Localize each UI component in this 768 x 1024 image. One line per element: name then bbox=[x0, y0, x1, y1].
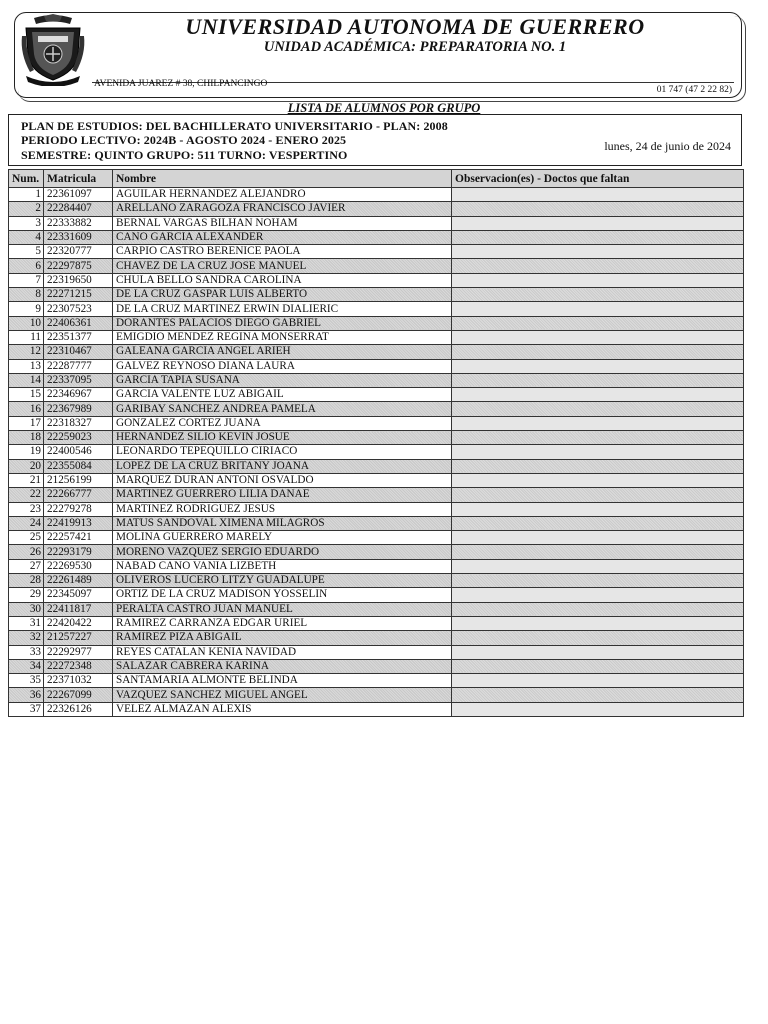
row-nombre: MOLINA GUERRERO MARELY bbox=[113, 531, 452, 545]
row-matricula: 22420422 bbox=[44, 616, 113, 630]
row-observaciones bbox=[452, 674, 744, 688]
row-observaciones bbox=[452, 588, 744, 602]
row-nombre: GALVEZ REYNOSO DIANA LAURA bbox=[113, 359, 452, 373]
table-row bbox=[9, 288, 744, 302]
table-row bbox=[9, 502, 744, 516]
table-row bbox=[9, 459, 744, 473]
academic-unit: UNIDAD ACADÉMICA: PREPARATORIA NO. 1 bbox=[263, 39, 567, 55]
row-matricula: 22355084 bbox=[44, 459, 113, 473]
university-name: UNIVERSIDAD AUTONOMA DE GUERRERO bbox=[185, 14, 645, 39]
row-nombre: GARCIA TAPIA SUSANA bbox=[113, 373, 452, 387]
row-number: 33 bbox=[9, 645, 44, 659]
row-nombre: EMIGDIO MENDEZ REGINA MONSERRAT bbox=[113, 330, 452, 344]
table-row bbox=[9, 488, 744, 502]
column-header-matricula: Matricula bbox=[44, 170, 113, 188]
row-nombre: MARQUEZ DURAN ANTONI OSVALDO bbox=[113, 473, 452, 487]
row-matricula: 22333882 bbox=[44, 216, 113, 230]
table-row bbox=[9, 645, 744, 659]
row-nombre: MARTINEZ GUERRERO LILIA DANAE bbox=[113, 488, 452, 502]
row-nombre: ARELLANO ZARAGOZA FRANCISCO JAVIER bbox=[113, 202, 452, 216]
table-row bbox=[9, 202, 744, 216]
table-row bbox=[9, 445, 744, 459]
row-number: 14 bbox=[9, 373, 44, 387]
row-observaciones bbox=[452, 302, 744, 316]
row-nombre: CANO GARCIA ALEXANDER bbox=[113, 230, 452, 244]
row-number: 1 bbox=[9, 188, 44, 202]
row-nombre: OLIVEROS LUCERO LITZY GUADALUPE bbox=[113, 574, 452, 588]
row-observaciones bbox=[452, 202, 744, 216]
table-row bbox=[9, 273, 744, 287]
column-header-observaciones: Observacion(es) - Doctos que faltan bbox=[452, 170, 744, 188]
page-title: LISTA DE ALUMNOS POR GRUPO bbox=[287, 101, 481, 115]
row-matricula: 22351377 bbox=[44, 330, 113, 344]
row-observaciones bbox=[452, 645, 744, 659]
row-observaciones bbox=[452, 188, 744, 202]
address: AVENIDA JUAREZ # 38, CHILPANCINGO bbox=[94, 79, 268, 89]
row-nombre: MORENO VAZQUEZ SERGIO EDUARDO bbox=[113, 545, 452, 559]
row-nombre: GARCIA VALENTE LUZ ABIGAIL bbox=[113, 388, 452, 402]
row-number: 31 bbox=[9, 616, 44, 630]
row-number: 35 bbox=[9, 674, 44, 688]
row-matricula: 22318327 bbox=[44, 416, 113, 430]
table-body bbox=[9, 188, 744, 717]
row-nombre: BERNAL VARGAS BILHAN NOHAM bbox=[113, 216, 452, 230]
row-matricula: 22269530 bbox=[44, 559, 113, 573]
row-matricula: 22345097 bbox=[44, 588, 113, 602]
row-nombre: SALAZAR CABRERA KARINA bbox=[113, 659, 452, 673]
row-number: 8 bbox=[9, 288, 44, 302]
row-matricula: 22287777 bbox=[44, 359, 113, 373]
row-number: 24 bbox=[9, 516, 44, 530]
row-nombre: VELEZ ALMAZAN ALEXIS bbox=[113, 702, 452, 716]
row-observaciones bbox=[452, 273, 744, 287]
table-row bbox=[9, 631, 744, 645]
row-nombre: AGUILAR HERNANDEZ ALEJANDRO bbox=[113, 188, 452, 202]
row-observaciones bbox=[452, 330, 744, 344]
row-matricula: 22346967 bbox=[44, 388, 113, 402]
row-observaciones bbox=[452, 288, 744, 302]
row-number: 29 bbox=[9, 588, 44, 602]
table-row bbox=[9, 545, 744, 559]
row-nombre: GALEANA GARCIA ANGEL ARIEH bbox=[113, 345, 452, 359]
row-number: 20 bbox=[9, 459, 44, 473]
row-number: 16 bbox=[9, 402, 44, 416]
row-number: 7 bbox=[9, 273, 44, 287]
row-matricula: 22284407 bbox=[44, 202, 113, 216]
row-number: 30 bbox=[9, 602, 44, 616]
row-matricula: 22266777 bbox=[44, 488, 113, 502]
row-matricula: 22307523 bbox=[44, 302, 113, 316]
row-observaciones bbox=[452, 531, 744, 545]
row-observaciones bbox=[452, 431, 744, 445]
row-observaciones bbox=[452, 631, 744, 645]
row-matricula: 22257421 bbox=[44, 531, 113, 545]
row-number: 6 bbox=[9, 259, 44, 273]
row-matricula: 22411817 bbox=[44, 602, 113, 616]
row-nombre: HERNANDEZ SILIO KEVIN JOSUE bbox=[113, 431, 452, 445]
row-number: 11 bbox=[9, 330, 44, 344]
row-matricula: 22293179 bbox=[44, 545, 113, 559]
row-observaciones bbox=[452, 545, 744, 559]
row-nombre: ORTIZ DE LA CRUZ MADISON YOSSELIN bbox=[113, 588, 452, 602]
table-row bbox=[9, 230, 744, 244]
row-number: 37 bbox=[9, 702, 44, 716]
row-number: 3 bbox=[9, 216, 44, 230]
table-row bbox=[9, 602, 744, 616]
row-matricula: 21257227 bbox=[44, 631, 113, 645]
row-number: 26 bbox=[9, 545, 44, 559]
university-seal-icon bbox=[20, 14, 86, 86]
row-number: 32 bbox=[9, 631, 44, 645]
row-matricula: 22367989 bbox=[44, 402, 113, 416]
row-observaciones bbox=[452, 245, 744, 259]
row-nombre: CHULA BELLO SANDRA CAROLINA bbox=[113, 273, 452, 287]
row-matricula: 22320777 bbox=[44, 245, 113, 259]
row-observaciones bbox=[452, 473, 744, 487]
table-row bbox=[9, 531, 744, 545]
row-observaciones bbox=[452, 316, 744, 330]
table-row bbox=[9, 431, 744, 445]
row-nombre: SANTAMARIA ALMONTE BELINDA bbox=[113, 674, 452, 688]
row-nombre: GARIBAY SANCHEZ ANDREA PAMELA bbox=[113, 402, 452, 416]
row-matricula: 22261489 bbox=[44, 574, 113, 588]
row-matricula: 22271215 bbox=[44, 288, 113, 302]
row-observaciones bbox=[452, 230, 744, 244]
column-header-num: Num. bbox=[9, 170, 44, 188]
table-row bbox=[9, 316, 744, 330]
row-observaciones bbox=[452, 359, 744, 373]
row-number: 34 bbox=[9, 659, 44, 673]
school-period: PERIODO LECTIVO: 2024B - AGOSTO 2024 - ENERO 2025 bbox=[21, 133, 347, 147]
row-number: 25 bbox=[9, 531, 44, 545]
table-row bbox=[9, 302, 744, 316]
row-number: 21 bbox=[9, 473, 44, 487]
table-row bbox=[9, 473, 744, 487]
row-observaciones bbox=[452, 345, 744, 359]
row-observaciones bbox=[452, 373, 744, 387]
row-nombre: RAMIREZ PIZA ABIGAIL bbox=[113, 631, 452, 645]
row-matricula: 22297875 bbox=[44, 259, 113, 273]
table-row bbox=[9, 616, 744, 630]
row-observaciones bbox=[452, 559, 744, 573]
student-table bbox=[8, 169, 744, 717]
row-nombre: MATUS SANDOVAL XIMENA MILAGROS bbox=[113, 516, 452, 530]
row-observaciones bbox=[452, 702, 744, 716]
table-row bbox=[9, 245, 744, 259]
table-row bbox=[9, 702, 744, 716]
table-row bbox=[9, 330, 744, 344]
row-matricula: 22326126 bbox=[44, 702, 113, 716]
row-nombre: VAZQUEZ SANCHEZ MIGUEL ANGEL bbox=[113, 688, 452, 702]
table-row bbox=[9, 345, 744, 359]
table-row bbox=[9, 388, 744, 402]
report-date: lunes, 24 de junio de 2024 bbox=[604, 139, 731, 153]
row-number: 15 bbox=[9, 388, 44, 402]
phone-number: 01 747 (47 2 22 82) bbox=[656, 85, 732, 95]
table-row bbox=[9, 659, 744, 673]
row-number: 19 bbox=[9, 445, 44, 459]
row-matricula: 22319650 bbox=[44, 273, 113, 287]
row-matricula: 21256199 bbox=[44, 473, 113, 487]
row-matricula: 22267099 bbox=[44, 688, 113, 702]
table-row bbox=[9, 373, 744, 387]
row-observaciones bbox=[452, 502, 744, 516]
row-matricula: 22400546 bbox=[44, 445, 113, 459]
row-number: 36 bbox=[9, 688, 44, 702]
row-observaciones bbox=[452, 402, 744, 416]
row-number: 17 bbox=[9, 416, 44, 430]
table-row bbox=[9, 259, 744, 273]
column-header-nombre: Nombre bbox=[113, 170, 452, 188]
row-number: 5 bbox=[9, 245, 44, 259]
row-observaciones bbox=[452, 659, 744, 673]
row-nombre: DE LA CRUZ GASPAR LUIS ALBERTO bbox=[113, 288, 452, 302]
row-number: 2 bbox=[9, 202, 44, 216]
row-matricula: 22279278 bbox=[44, 502, 113, 516]
row-nombre: MARTINEZ RODRIGUEZ JESUS bbox=[113, 502, 452, 516]
row-matricula: 22337095 bbox=[44, 373, 113, 387]
semester-group-shift: SEMESTRE: QUINTO GRUPO: 511 TURNO: VESPERTINO bbox=[21, 148, 348, 162]
row-nombre: RAMIREZ CARRANZA EDGAR URIEL bbox=[113, 616, 452, 630]
row-observaciones bbox=[452, 388, 744, 402]
table-row bbox=[9, 402, 744, 416]
row-nombre: REYES CATALAN KENIA NAVIDAD bbox=[113, 645, 452, 659]
table-row bbox=[9, 216, 744, 230]
row-nombre: LEONARDO TEPEQUILLO CIRIACO bbox=[113, 445, 452, 459]
row-number: 13 bbox=[9, 359, 44, 373]
row-observaciones bbox=[452, 416, 744, 430]
table-row bbox=[9, 559, 744, 573]
row-matricula: 22310467 bbox=[44, 345, 113, 359]
row-observaciones bbox=[452, 259, 744, 273]
table-row bbox=[9, 688, 744, 702]
table-row bbox=[9, 588, 744, 602]
study-plan: PLAN DE ESTUDIOS: DEL BACHILLERATO UNIVERSITARIO - PLAN: 2008 bbox=[21, 119, 448, 133]
table-header-row bbox=[9, 170, 744, 188]
row-number: 28 bbox=[9, 574, 44, 588]
row-nombre: DORANTES PALACIOS DIEGO GABRIEL bbox=[113, 316, 452, 330]
table-row bbox=[9, 359, 744, 373]
row-number: 4 bbox=[9, 230, 44, 244]
row-nombre: LOPEZ DE LA CRUZ BRITANY JOANA bbox=[113, 459, 452, 473]
table-row bbox=[9, 574, 744, 588]
table-row bbox=[9, 416, 744, 430]
table-row bbox=[9, 188, 744, 202]
row-nombre: PERALTA CASTRO JUAN MANUEL bbox=[113, 602, 452, 616]
row-observaciones bbox=[452, 488, 744, 502]
table-row bbox=[9, 674, 744, 688]
row-nombre: CHAVEZ DE LA CRUZ JOSE MANUEL bbox=[113, 259, 452, 273]
table-row bbox=[9, 516, 744, 530]
row-nombre: DE LA CRUZ MARTINEZ ERWIN DIALIERIC bbox=[113, 302, 452, 316]
row-matricula: 22419913 bbox=[44, 516, 113, 530]
row-number: 18 bbox=[9, 431, 44, 445]
row-observaciones bbox=[452, 616, 744, 630]
row-matricula: 22259023 bbox=[44, 431, 113, 445]
row-matricula: 22406361 bbox=[44, 316, 113, 330]
row-matricula: 22371032 bbox=[44, 674, 113, 688]
row-observaciones bbox=[452, 216, 744, 230]
row-observaciones bbox=[452, 445, 744, 459]
group-info-box bbox=[8, 114, 742, 166]
row-observaciones bbox=[452, 574, 744, 588]
row-number: 9 bbox=[9, 302, 44, 316]
row-matricula: 22292977 bbox=[44, 645, 113, 659]
row-number: 12 bbox=[9, 345, 44, 359]
row-observaciones bbox=[452, 459, 744, 473]
row-number: 23 bbox=[9, 502, 44, 516]
row-nombre: NABAD CANO VANIA LIZBETH bbox=[113, 559, 452, 573]
row-matricula: 22361097 bbox=[44, 188, 113, 202]
row-matricula: 22331609 bbox=[44, 230, 113, 244]
row-number: 22 bbox=[9, 488, 44, 502]
row-observaciones bbox=[452, 688, 744, 702]
row-number: 10 bbox=[9, 316, 44, 330]
row-nombre: CARPIO CASTRO BERENICE PAOLA bbox=[113, 245, 452, 259]
row-number: 27 bbox=[9, 559, 44, 573]
row-matricula: 22272348 bbox=[44, 659, 113, 673]
row-observaciones bbox=[452, 602, 744, 616]
row-nombre: GONZALEZ CORTEZ JUANA bbox=[113, 416, 452, 430]
row-observaciones bbox=[452, 516, 744, 530]
